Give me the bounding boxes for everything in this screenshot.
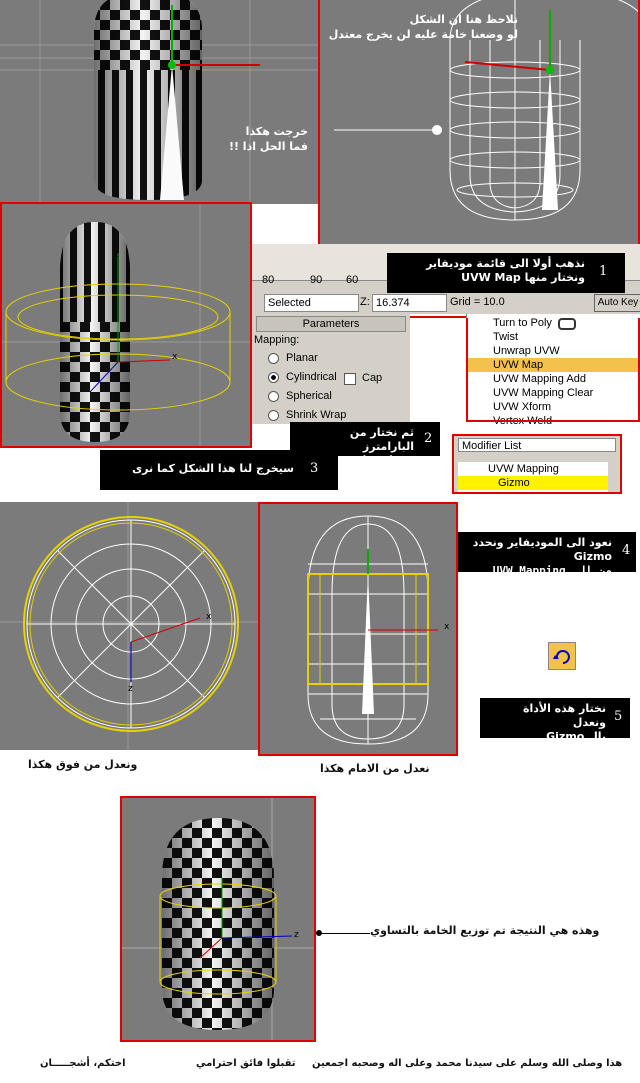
- result-z-label: z: [294, 930, 299, 940]
- step-3-line1: سيخرج لنا هذا الشكل كما نرى: [132, 462, 294, 475]
- modifier-stack-list: [458, 462, 608, 492]
- grid-label: Grid = 10.0: [450, 296, 505, 308]
- problem-note-line1: خرجت هكذا: [245, 125, 308, 138]
- problem-note: [228, 124, 308, 154]
- radio-icon: [268, 410, 279, 421]
- modifier-menu-item[interactable]: UVW Mapping Clear: [493, 387, 594, 399]
- step-3-number: 3: [310, 461, 319, 476]
- rotate-tool-button[interactable]: [548, 642, 576, 670]
- top-note-line2: لو وضعنا خامة عليه لن يخرج معتدل: [328, 28, 518, 41]
- step-4-line2: من الـ UVW Mapping: [492, 564, 612, 577]
- ruler-tick-1: 90: [310, 274, 323, 286]
- front-view-x-label: x: [444, 622, 450, 632]
- mapping-option-label: Shrink Wrap: [286, 409, 347, 421]
- ruler-tick-2: 60: [346, 274, 359, 286]
- step-5-line1: نختار هذه الأداة ونعدل: [522, 702, 606, 729]
- parameters-header[interactable]: Parameters: [256, 316, 406, 332]
- modifier-menu-item[interactable]: UVW Mapping Add: [493, 373, 586, 385]
- stack-item-gizmo[interactable]: Gizmo: [458, 476, 608, 490]
- modifier-stack: [452, 434, 622, 494]
- footer-signature: اختكم، أشجـــــان: [40, 1058, 126, 1069]
- front-view-render: [260, 504, 456, 754]
- modifier-menu-highlight: [466, 318, 640, 422]
- modifier-menu-item[interactable]: Unwrap UVW: [493, 345, 560, 357]
- modifier-menu-item[interactable]: UVW Xform: [493, 401, 552, 413]
- viewport-front-view[interactable]: [258, 502, 458, 756]
- step-4-callout: [446, 532, 636, 577]
- step-1-line1: نذهب أولا الى قائمة موديفاير: [426, 257, 585, 270]
- mapping-option-label: Cylindrical: [286, 371, 337, 383]
- problem-note-line2: فما الحل اذا !!: [228, 140, 308, 153]
- step-4-number: 4: [622, 543, 631, 558]
- modifier-menu-item[interactable]: UVW Map: [467, 358, 640, 372]
- step-1-number: 1: [599, 264, 608, 279]
- result-pointer-dot: [316, 930, 322, 936]
- viewport-top-view[interactable]: [0, 502, 258, 750]
- top-view-render: [0, 502, 258, 750]
- viewport-stretched-capsule[interactable]: [0, 0, 318, 204]
- step-5-line2: بال Gizmo: [546, 730, 606, 743]
- top-view-z-label: z: [128, 684, 133, 694]
- radio-icon: [268, 372, 279, 383]
- cylindrical-result-highlight: [0, 202, 252, 448]
- step-1-line2: ونختار منها UVW Map: [461, 271, 585, 284]
- radio-icon: [268, 353, 279, 364]
- step-2-number: 2: [424, 431, 433, 446]
- caption-result: وهذه هي النتيجة تم توزيع الخامة بالتساوي: [370, 924, 600, 937]
- key-icon: [558, 318, 576, 330]
- modifier-list-dropdown[interactable]: Modifier List: [458, 438, 616, 452]
- caption-top-view: ونعدل من فوق هكذا: [28, 758, 138, 771]
- top-view-x-label: x: [206, 612, 212, 622]
- radio-icon: [268, 391, 279, 402]
- mapping-group-label: Mapping:: [254, 334, 300, 346]
- step-5-number: 5: [614, 709, 623, 724]
- step-3-callout: [100, 450, 338, 490]
- step-5-callout: [480, 698, 630, 743]
- caption-front-view: نعدل من الامام هكذا: [320, 762, 430, 775]
- mapping-option-label: Planar: [286, 352, 318, 364]
- rotate-icon: [549, 643, 575, 669]
- step-4-line1: نعود الى الموديفاير ونحدد Gizmo: [472, 536, 612, 563]
- final-result-render: [122, 798, 314, 1040]
- selection-field[interactable]: Selected: [264, 294, 359, 312]
- cap-checkbox[interactable]: [344, 373, 356, 385]
- step-2-line2: Cylindrical: [341, 454, 414, 467]
- viewport-final-result[interactable]: [120, 796, 316, 1042]
- parameters-rollout: [250, 314, 410, 424]
- cap-label: Cap: [362, 372, 383, 384]
- z-value-field[interactable]: 16.374: [372, 294, 447, 312]
- modifier-menu-item[interactable]: Vertex Weld: [493, 415, 553, 427]
- stretched-capsule-render: [0, 0, 318, 204]
- modifier-menu-item[interactable]: Turn to Poly: [493, 317, 552, 329]
- result-pointer-line: [320, 933, 370, 934]
- auto-key-button[interactable]: Auto Key: [594, 294, 640, 312]
- step-1-callout: [387, 253, 625, 293]
- footer-regards: تقبلوا فائق احترامي: [196, 1058, 296, 1069]
- step-2-line1: ثم نختار من البارامترز: [349, 426, 414, 453]
- z-label: Z:: [360, 296, 370, 308]
- axis-x-label: x: [172, 352, 178, 362]
- top-note-line1: نلاحظ هنا ان الشكل: [409, 13, 518, 26]
- stack-item-uvw-mapping[interactable]: UVW Mapping: [488, 463, 559, 475]
- ruler-tick-0: 80: [262, 274, 275, 286]
- footer-prayer: هذا وصلى الله وسلم على سيدنا محمد وعلى اله وصحبه اجمعين: [312, 1058, 623, 1069]
- modifier-menu-item[interactable]: Twist: [493, 331, 519, 343]
- axis-z-label: z: [114, 250, 119, 260]
- mapping-option-label: Spherical: [286, 390, 332, 402]
